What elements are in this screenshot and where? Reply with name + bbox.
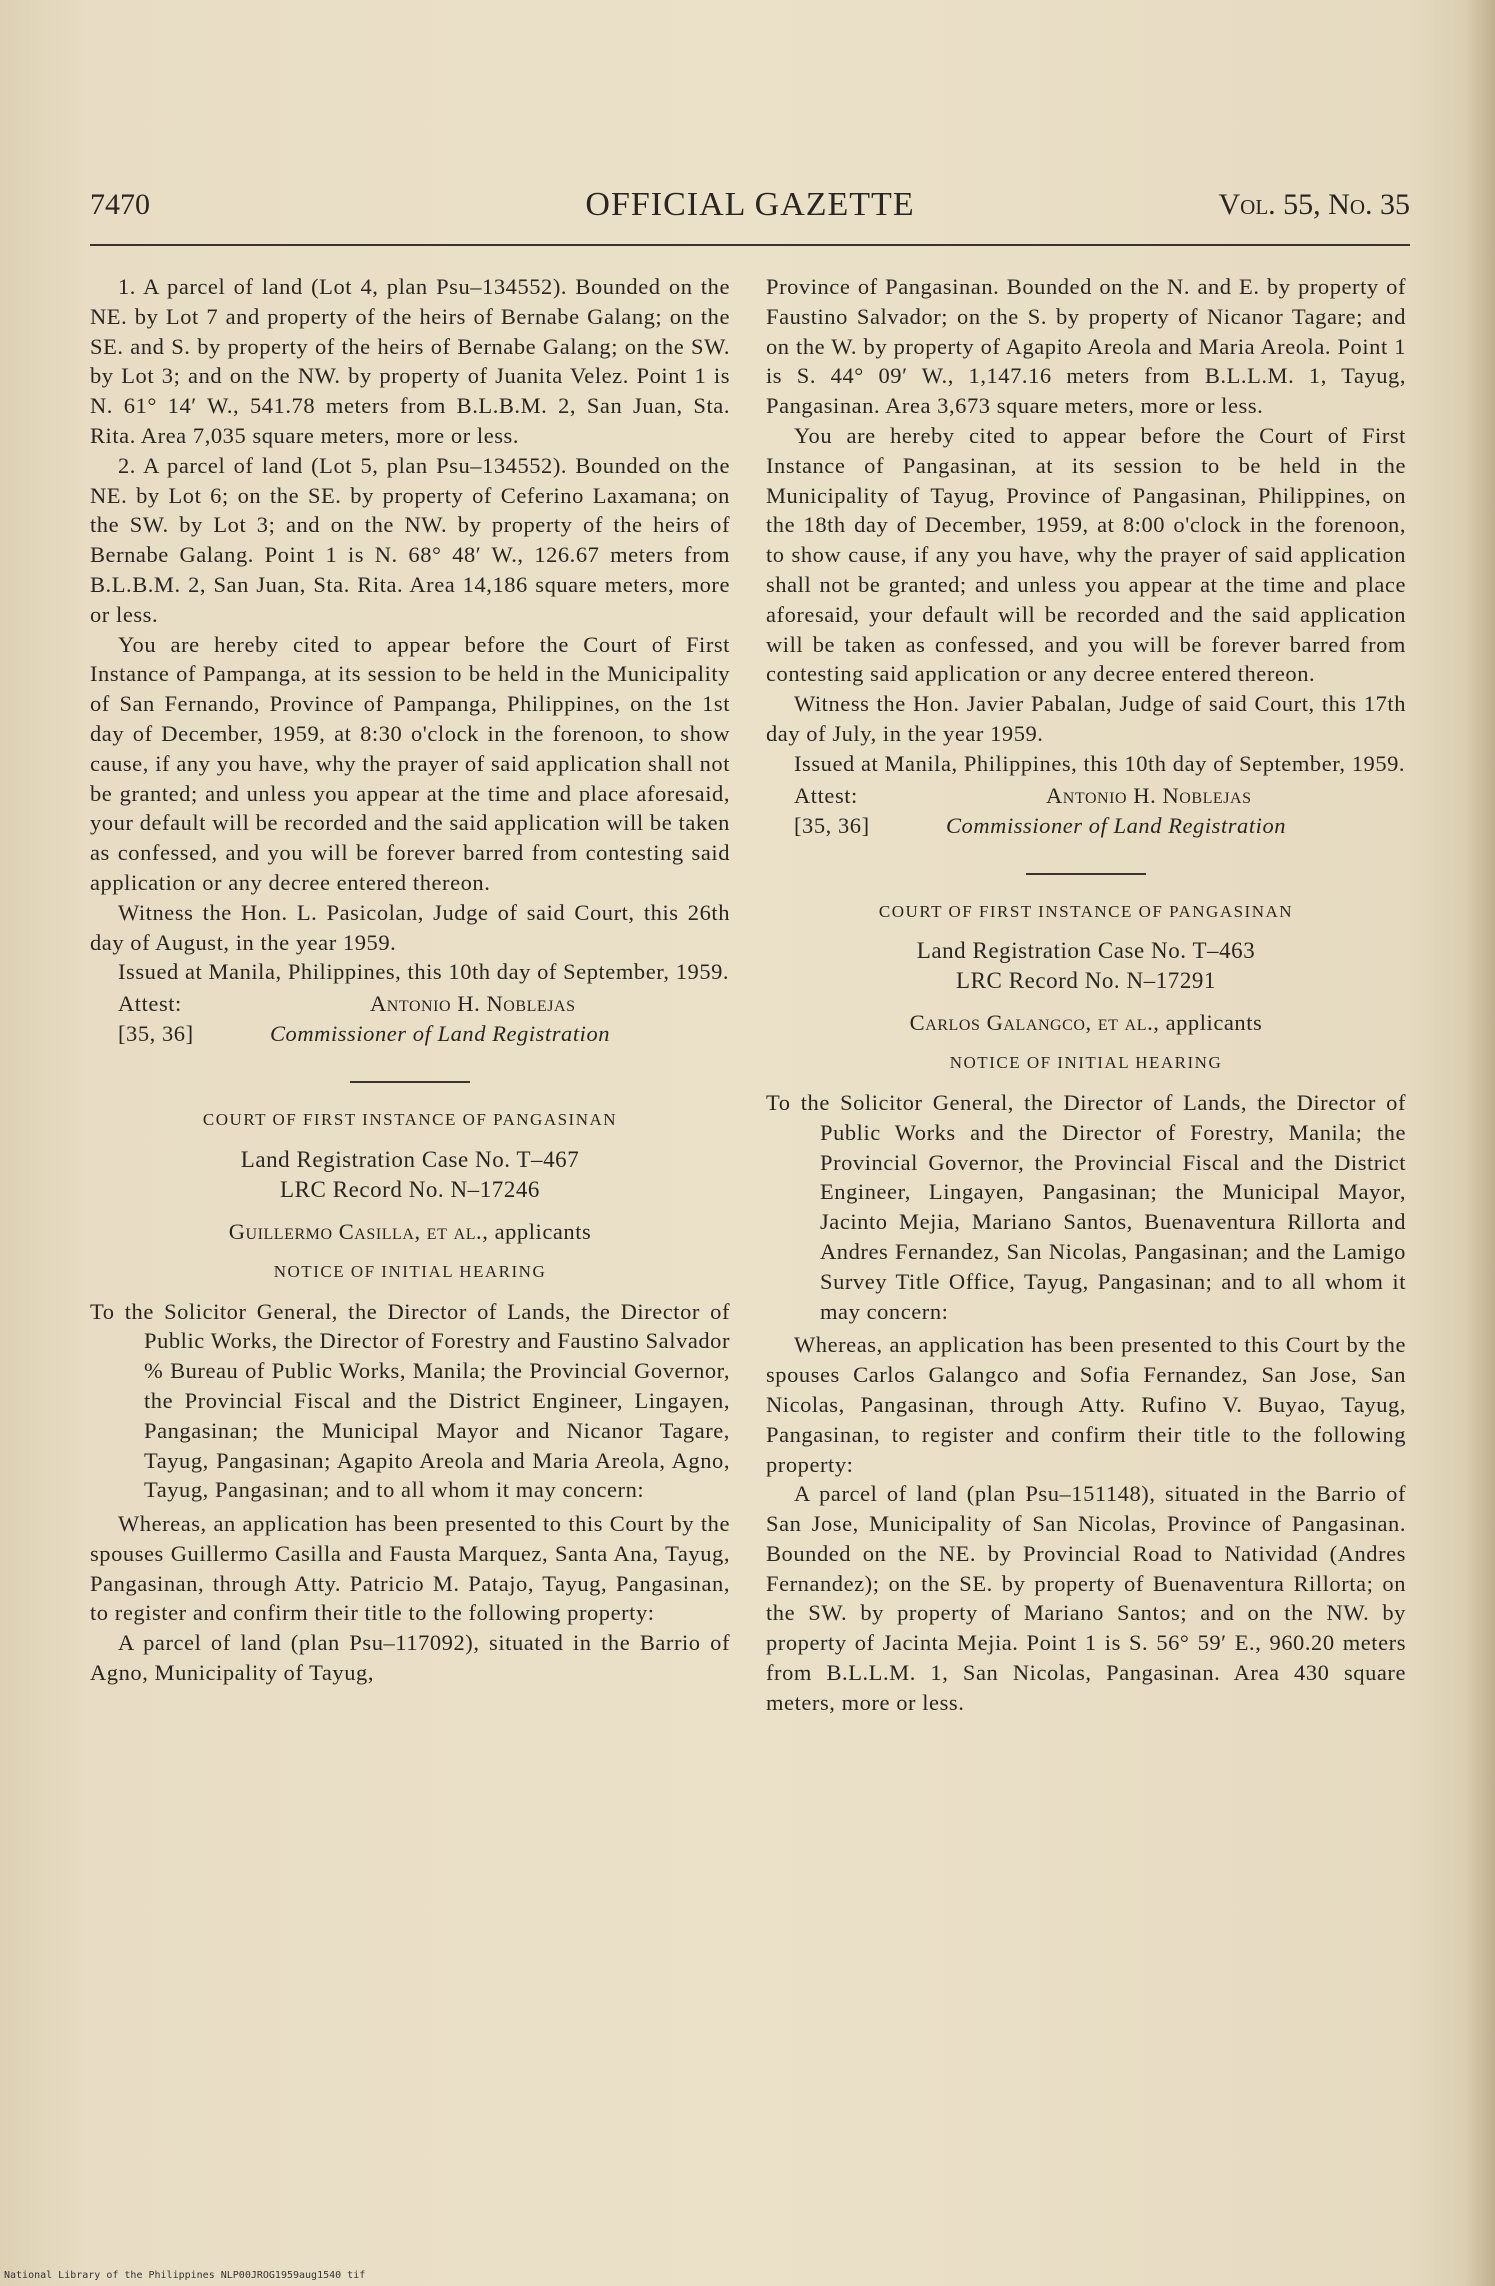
court-heading: COURT OF FIRST INSTANCE OF PANGASINAN xyxy=(878,901,1294,921)
witness-paragraph: Witness the Hon. L. Pasicolan, Judge of said Court, this 26th day of August, in the year 1959. xyxy=(90,899,730,955)
witness-paragraph: Witness the Hon. Javier Pabalan, Judge of said Court, this 17th day of July, in the year 1959. xyxy=(766,691,1406,746)
notice-heading: NOTICE OF INITIAL HEARING xyxy=(273,1261,547,1281)
page-header xyxy=(90,188,1410,238)
applicants-suffix: , applicants xyxy=(482,1218,592,1244)
page-edge-shadow xyxy=(1465,0,1495,2286)
attest-name: Antonio H. Noblejas xyxy=(370,991,576,1017)
court-heading: COURT OF FIRST INSTANCE OF PANGASINAN xyxy=(202,1110,618,1130)
issue-reference: [35, 36] xyxy=(118,1021,194,1047)
issued-paragraph: Issued at Manila, Philippines, this 10th day of September, 1959. xyxy=(794,750,1406,776)
page-number: 7470 xyxy=(90,188,150,221)
attest-label: Attest: xyxy=(794,782,858,808)
citation-paragraph: You are hereby cited to appear before the Court of First Instance of Pampanga, at its session to be held in the Municipality of San Fernando, Province of Pampanga, Philippines, on the 1st day of December, 1959, at 8:30 o'clock in the forenoon, to show cause, if any you have, why the prayer of said application shall not be granted; and unless you appear at the time and place aforesaid, your default will be recorded and the said application will be taken as confessed, and you will be forever barred from contesting said application or any decree entered thereon. xyxy=(90,631,730,895)
property-continuation: Province of Pangasinan. Bounded on the N. and E. by property of Faustino Salvador; on the S. by property of Nicanor Tagare; and on the W. by property of Agapito Areola and Maria Areola. Point 1 is S. 44° 09′ W., 1,147.16 meters from B.L.L.M. 1, Tayug, Pangasinan. Area 3,673 square meters, more or less. xyxy=(766,274,1406,419)
applicants xyxy=(90,1217,730,1247)
lrc-record: LRC Record No. N–17246 xyxy=(280,1176,540,1202)
notice-heading: NOTICE OF INITIAL HEARING xyxy=(949,1053,1223,1073)
applicants-name: Guillermo Casilla, et al. xyxy=(228,1218,483,1244)
applicants-name: Carlos Galangco, et al. xyxy=(909,1010,1154,1036)
section-divider xyxy=(350,1081,470,1083)
attest-name: Antonio H. Noblejas xyxy=(1046,782,1252,808)
section-divider xyxy=(1026,873,1146,875)
attestation xyxy=(766,781,1406,841)
parcel-2-paragraph: 2. A parcel of land (Lot 5, plan Psu–134552). Bounded on the NE. by Lot 6; on the SE. by property of Ceferino Laxamana; on the SW. by Lot 3; and on the NW. by property of the heirs of Bernabe Galang. Point 1 is N. 68° 48′ W., 126.67 meters from B.L.B.M. 2, San Juan, Sta. Rita. Area 14,186 square meters, more or less. xyxy=(90,452,730,627)
attestation xyxy=(90,989,730,1049)
attest-role: Commissioner of Land Registration xyxy=(270,1021,611,1047)
applicants xyxy=(766,1008,1406,1038)
issue-reference: [35, 36] xyxy=(794,812,870,838)
attest-label: Attest: xyxy=(118,991,182,1017)
case-number: Land Registration Case No. T–467 xyxy=(240,1146,580,1172)
addressees-paragraph: To the Solicitor General, the Director of Lands, the Director of Public Works, the Director of Forestry and Faustino Salvador % Bureau of Public Works, Manila; the Provincial Governor, the Provincial Fiscal and the District Engineer, Lingayen, Pangasinan; the Municipal Mayor and Nicanor Tagare, Tayug, Pangasinan; Agapito Areola and Maria Areola, Agno, Tayug, Pangasinan; and to all whom it may concern: xyxy=(90,1298,730,1503)
volume-number: Vol. 55, No. 35 xyxy=(1218,188,1410,221)
applicants-suffix: , applicants xyxy=(1153,1010,1263,1036)
right-column xyxy=(766,272,1406,1718)
scan-footer: National Library of the Philippines NLP00JROG1959aug1540 tif xyxy=(4,2270,366,2281)
parcel-1-paragraph: 1. A parcel of land (Lot 4, plan Psu–134552). Bounded on the NE. by Lot 7 and property of the heirs of Bernabe Galang; on the SE. and S. by property of the heirs of Bernabe Galang; on the SW. by Lot 3; and on the NW. by property of Juanita Velez. Point 1 is N. 61° 14′ W., 541.78 meters from B.L.B.M. 2, San Juan, Sta. Rita. Area 7,035 square meters, more or less. xyxy=(90,274,730,448)
property-paragraph: A parcel of land (plan Psu–117092), situated in the Barrio of Agno, Municipality of Tayug, xyxy=(90,1630,730,1686)
left-column xyxy=(90,272,730,1688)
issued-paragraph: Issued at Manila, Philippines, this 10th day of September, 1959. xyxy=(118,959,730,985)
whereas-paragraph: Whereas, an application has been presented to this Court by the spouses Guillermo Casilla and Fausta Marquez, Santa Ana, Tayug, Pangasinan, through Atty. Patricio M. Patajo, Tayug, Pangasinan, to register and confirm their title to the following property: xyxy=(90,1511,730,1626)
case-number: Land Registration Case No. T–463 xyxy=(916,938,1256,964)
property-paragraph: A parcel of land (plan Psu–151148), situated in the Barrio of San Jose, Municipality of San Nicolas, Province of Pangasinan. Bounded on the NE. by Provincial Road to Natividad (Andres Fernandez); on the SE. by property of Buenaventura Rillorta; on the SW. by property of Mariano Santos; and on the NW. by property of Jacinta Mejia. Point 1 is S. 56° 59′ E., 960.20 meters from B.L.L.M. 1, San Nicolas, Pangasinan. Area 430 square meters, more or less. xyxy=(766,1481,1406,1715)
addressees-paragraph: To the Solicitor General, the Director of Lands, the Director of Public Works and the Director of Forestry, Manila; the Provincial Governor, the Provincial Fiscal and the District Engineer, Lingayen, Pangasinan; the Municipal Mayor, Jacinto Mejia, Mariano Santos, Buenaventura Rillorta and Andres Fernandez, San Nicolas, Pangasinan; and the Lamigo Survey Title Office, Tayug, Pangasinan; and to all whom it may concern: xyxy=(766,1089,1406,1324)
header-rule xyxy=(90,244,1410,246)
citation-paragraph: You are hereby cited to appear before the Court of First Instance of Pangasinan, at its session to be held in the Municipality of Tayug, Province of Pangasinan, Philippines, on the 18th day of December, 1959, at 8:00 o'clock in the forenoon, to show cause, if any you have, why the prayer of said application shall not be granted; and unless you appear at the time and place aforesaid, your default will be recorded and the said application will be taken as confessed, and you will be forever barred from contesting said application or any decree entered thereon. xyxy=(766,422,1406,687)
attest-role: Commissioner of Land Registration xyxy=(946,812,1287,838)
whereas-paragraph: Whereas, an application has been presented to this Court by the spouses Carlos Galangco and Sofia Fernandez, San Jose, San Nicolas, Pangasinan, through Atty. Rufino V. Buyao, Tayug, Pangasinan, to register and confirm their title to the following property: xyxy=(766,1332,1406,1477)
publication-title: OFFICIAL GAZETTE xyxy=(585,186,915,223)
lrc-record: LRC Record No. N–17291 xyxy=(956,968,1216,994)
